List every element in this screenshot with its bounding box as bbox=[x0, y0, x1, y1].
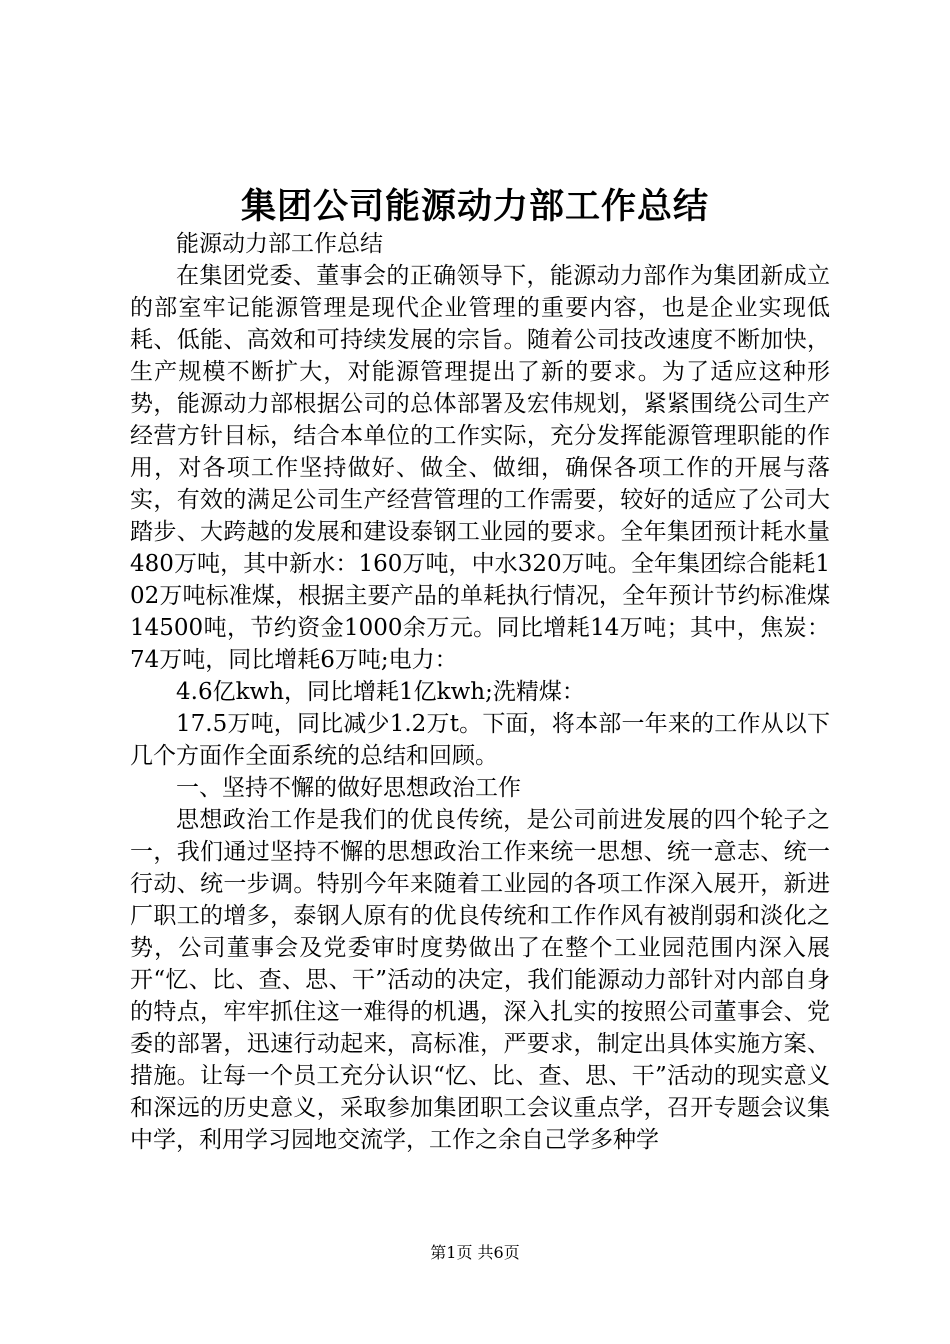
page-footer: 第1页 共6页 bbox=[430, 1243, 520, 1262]
paragraph-electricity: 4.6亿kwh，同比增耗1亿kwh;洗精煤： bbox=[176, 679, 585, 705]
document-title: 集团公司能源动力部工作总结 bbox=[240, 186, 709, 227]
section-heading-1: 一、坚持不懈的做好思想政治工作 bbox=[176, 775, 521, 801]
paragraph-subtitle: 能源动力部工作总结 bbox=[176, 231, 383, 257]
document-body bbox=[130, 228, 830, 1156]
paragraph-political-work: 思想政治工作是我们的优良传统，是公司前进发展的四个轮子之一，我们通过坚持不懈的思想政治工作来统一思想、统一意志、统一行动、统一步调。特别今年来随着工业园的各项工作深入展开，新进厂职工的增多，泰钢人原有的优良传统和工作作风有被削弱和淡化之势，公司董事会及党委审时度势做出了在整个工业园范围内深入展开“忆、比、查、思、干”活动的决定，我们能源动力部针对内部自身的特点，牢牢抓住这一难得的机遇，深入扎实的按照公司董事会、党委的部署，迅速行动起来，高标准，严要求，制定出具体实施方案、措施。让每一个员工充分认识“忆、比、查、思、干”活动的现实意义和深远的历史意义，采取参加集团职工会议重点学，召开专题会议集中学，利用学习园地交流学，工作之余自己学多种学 bbox=[130, 807, 830, 1153]
paragraph-intro: 在集团党委、董事会的正确领导下，能源动力部作为集团新成立的部室牢记能源管理是现代企业管理的重要内容，也是企业实现低耗、低能、高效和可持续发展的宗旨。随着公司技改速度不断加快，生产规模不断扩大，对能源管理提出了新的要求。为了适应这种形势，能源动力部根据公司的总体部署及宏伟规划，紧紧围绕公司生产经营方针目标，结合本单位的工作实际，充分发挥能源管理职能的作用，对各项工作坚持做好、做全、做细，确保各项工作的开展与落实，有效的满足公司生产经营管理的工作需要，较好的适应了公司大踏步、大跨越的发展和建设泰钢工业园的要求。全年集团预计耗水量480万吨，其中新水：160万吨，中水320万吨。全年集团综合能耗102万吨标准煤，根据主要产品的单耗执行情况，全年预计节约标准煤14500吨，节约资金1000余万元。同比增耗14万吨；其中，焦炭：74万吨，同比增耗6万吨;电力： bbox=[130, 263, 830, 673]
paragraph-coal: 17.5万吨，同比减少1.2万t。下面，将本部一年来的工作从以下几个方面作全面系统的总结和回顾。 bbox=[130, 711, 830, 769]
